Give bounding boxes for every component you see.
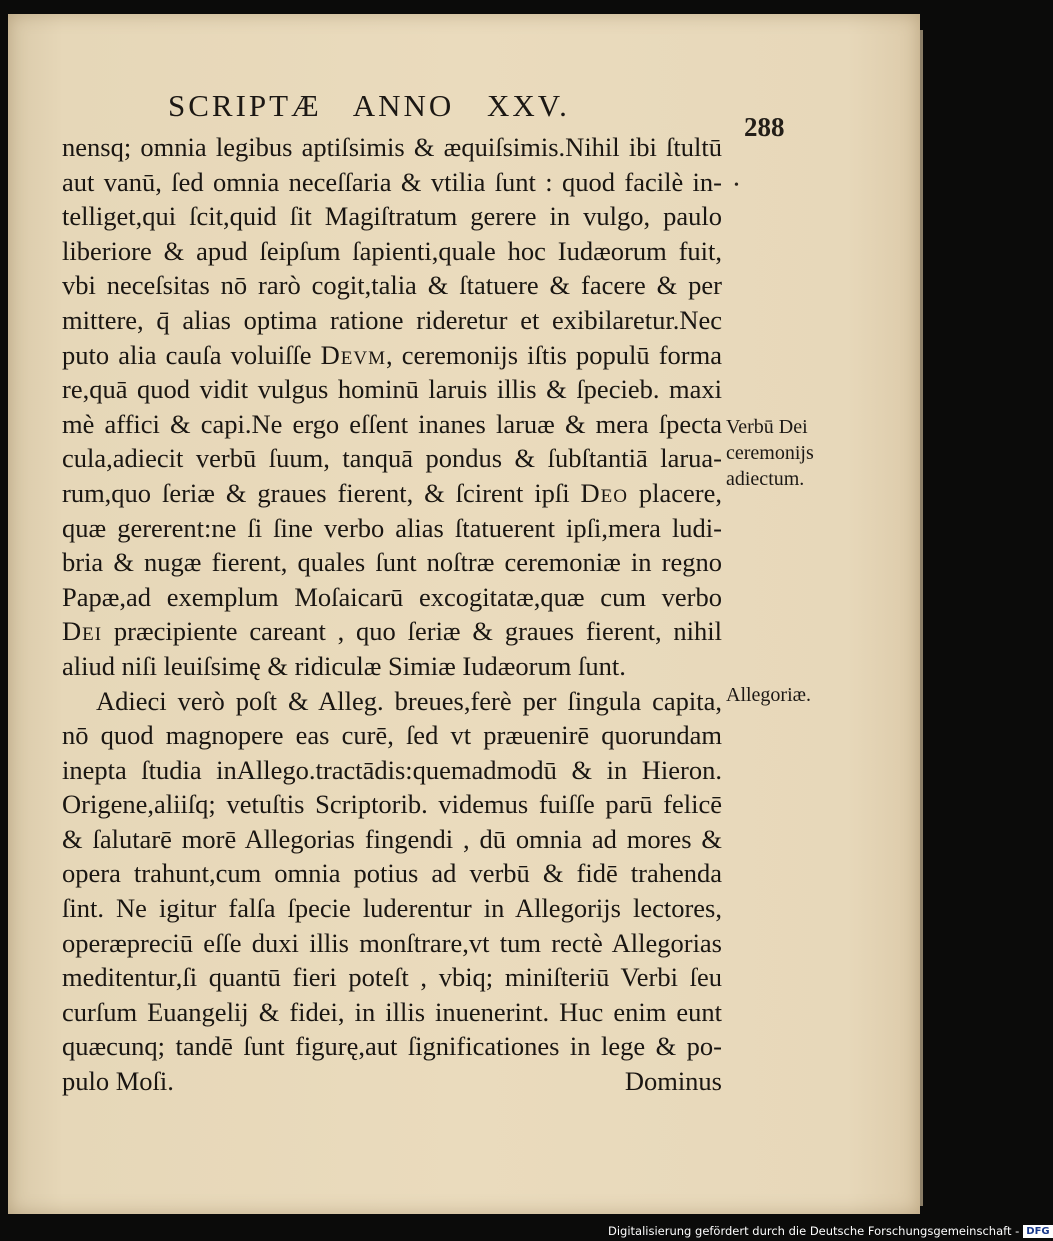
text-segment: , ceremonijs iſtis populū forma (386, 339, 722, 370)
text-line: curſum Euangelij & fidei, in illis inuenerint. Huc enim eunt (62, 996, 722, 1027)
marginal-note-line: adiectum. (726, 468, 805, 490)
text-line: meditentur,ſi quantū fieri poteſt , vbiq; miniſteriū Verbi ſeu (62, 962, 722, 993)
text-line (62, 476, 722, 511)
text-line: liberiore & apud ſeipſum ſapienti,quale hoc Iudæorum fuit, (62, 235, 722, 266)
stray-mark: • (734, 178, 739, 193)
text-line: telliget,qui ſcit,quid ſit Magiſtratum gerere in vulgo, paulo (62, 201, 722, 232)
small-caps-word: Devm (320, 339, 387, 370)
small-caps-word: Deo (580, 477, 628, 508)
running-head: SCRIPTÆ ANNO XXV. (168, 88, 570, 123)
text-line: bria & nugæ fierent, quales ſunt noſtræ ceremoniæ in regno (62, 547, 722, 578)
body-text (62, 130, 722, 1099)
text-line: vbi neceſsitas nō rarò cogit,talia & ſtatuere & facere & per (62, 270, 722, 301)
text-line: nō quod magnopere eas curē, ſed vt præuenirē quorundam (62, 720, 722, 751)
text-line (62, 614, 722, 649)
text-line: aut vanū, ſed omnia neceſſaria & vtilia ſunt : quod facilè in- (62, 166, 722, 197)
text-line: quæ gererent:ne ſi ſine verbo alias ſtatuerent ipſi,mera ludi- (62, 512, 722, 543)
catchword: Dominus (624, 1066, 722, 1097)
text-line: cula,adiecit verbū ſuum, tanquā pondus & ſubſtantiā larua- (62, 443, 722, 474)
text-line: opera trahunt,cum omnia potius ad verbū & fidē trahenda (62, 858, 722, 889)
text-line: inepta ſtudia inAllego.tractādis:quemadmodū & in Hieron. (62, 754, 722, 785)
text-line: mè affici & capi.Ne ergo eſſent inanes laruæ & mera ſpecta (62, 408, 722, 439)
text-line (62, 338, 722, 373)
text-line: aliud niſi leuiſsimę & ridiculæ Simiæ Iudæorum ſunt. (62, 650, 626, 681)
marginal-note-allegoriae: Allegoriæ. (726, 684, 811, 706)
dfg-logo: DFG (1023, 1225, 1052, 1238)
text-line: re,quā quod vidit vulgus hominū laruis illis & ſpecieb. maxi (62, 374, 722, 405)
text-line: quæcunq; tandē ſunt figurę,aut ſignificationes in lege & po- (62, 1031, 722, 1062)
text-line: Adieci verò poſt & Alleg. breues,ferè per ſingula capita, (96, 685, 722, 716)
marginal-note-line: ceremonijs (726, 442, 814, 464)
page-number: 288 (744, 112, 785, 142)
text-segment: pulo Moſi. (62, 1066, 174, 1097)
text-line (62, 1064, 722, 1099)
text-segment: puto alia cauſa voluiſſe (62, 339, 321, 370)
small-caps-word: Dei (62, 616, 103, 647)
page-edge (920, 30, 923, 1206)
text-segment: præcipiente careant , quo ſeriæ & graues fierent, nihil (102, 616, 722, 647)
text-line: Papæ,ad exemplum Moſaicarū excogitatæ,quæ cum verbo (62, 581, 722, 612)
marginal-note-verbum-dei (726, 414, 836, 492)
text-line: Origene,aliiſq; vetuſtis Scriptorib. videmus fuiſſe parū felicē (62, 789, 722, 820)
footer-text: Digitalisierung gefördert durch die Deutsche Forschungsgemeinschaft - (608, 1224, 1020, 1238)
text-line: ſint. Ne igitur falſa ſpecie luderentur in Allegorijs lectores, (62, 893, 722, 924)
marginal-note-line: Verbū Dei (726, 416, 808, 438)
text-line: mittere, q̄ alias optima ratione rideretur et exibilaretur.Nec (62, 304, 722, 335)
text-line: & ſalutarē morē Allegorias fingendi , dū omnia ad mores & (62, 823, 722, 854)
text-segment: placere, (627, 477, 722, 508)
text-line: nensq; omnia legibus aptiſsimis & æquiſsimis.Nihil ibi ſtultū (62, 132, 722, 162)
text-line: operæpreciū eſſe duxi illis monſtrare,vt tum rectè Allegorias (62, 927, 722, 958)
text-segment: rum,quo ſeriæ & graues fierent, & ſcirent ipſi (62, 477, 581, 508)
digitization-footer (608, 1224, 1053, 1238)
